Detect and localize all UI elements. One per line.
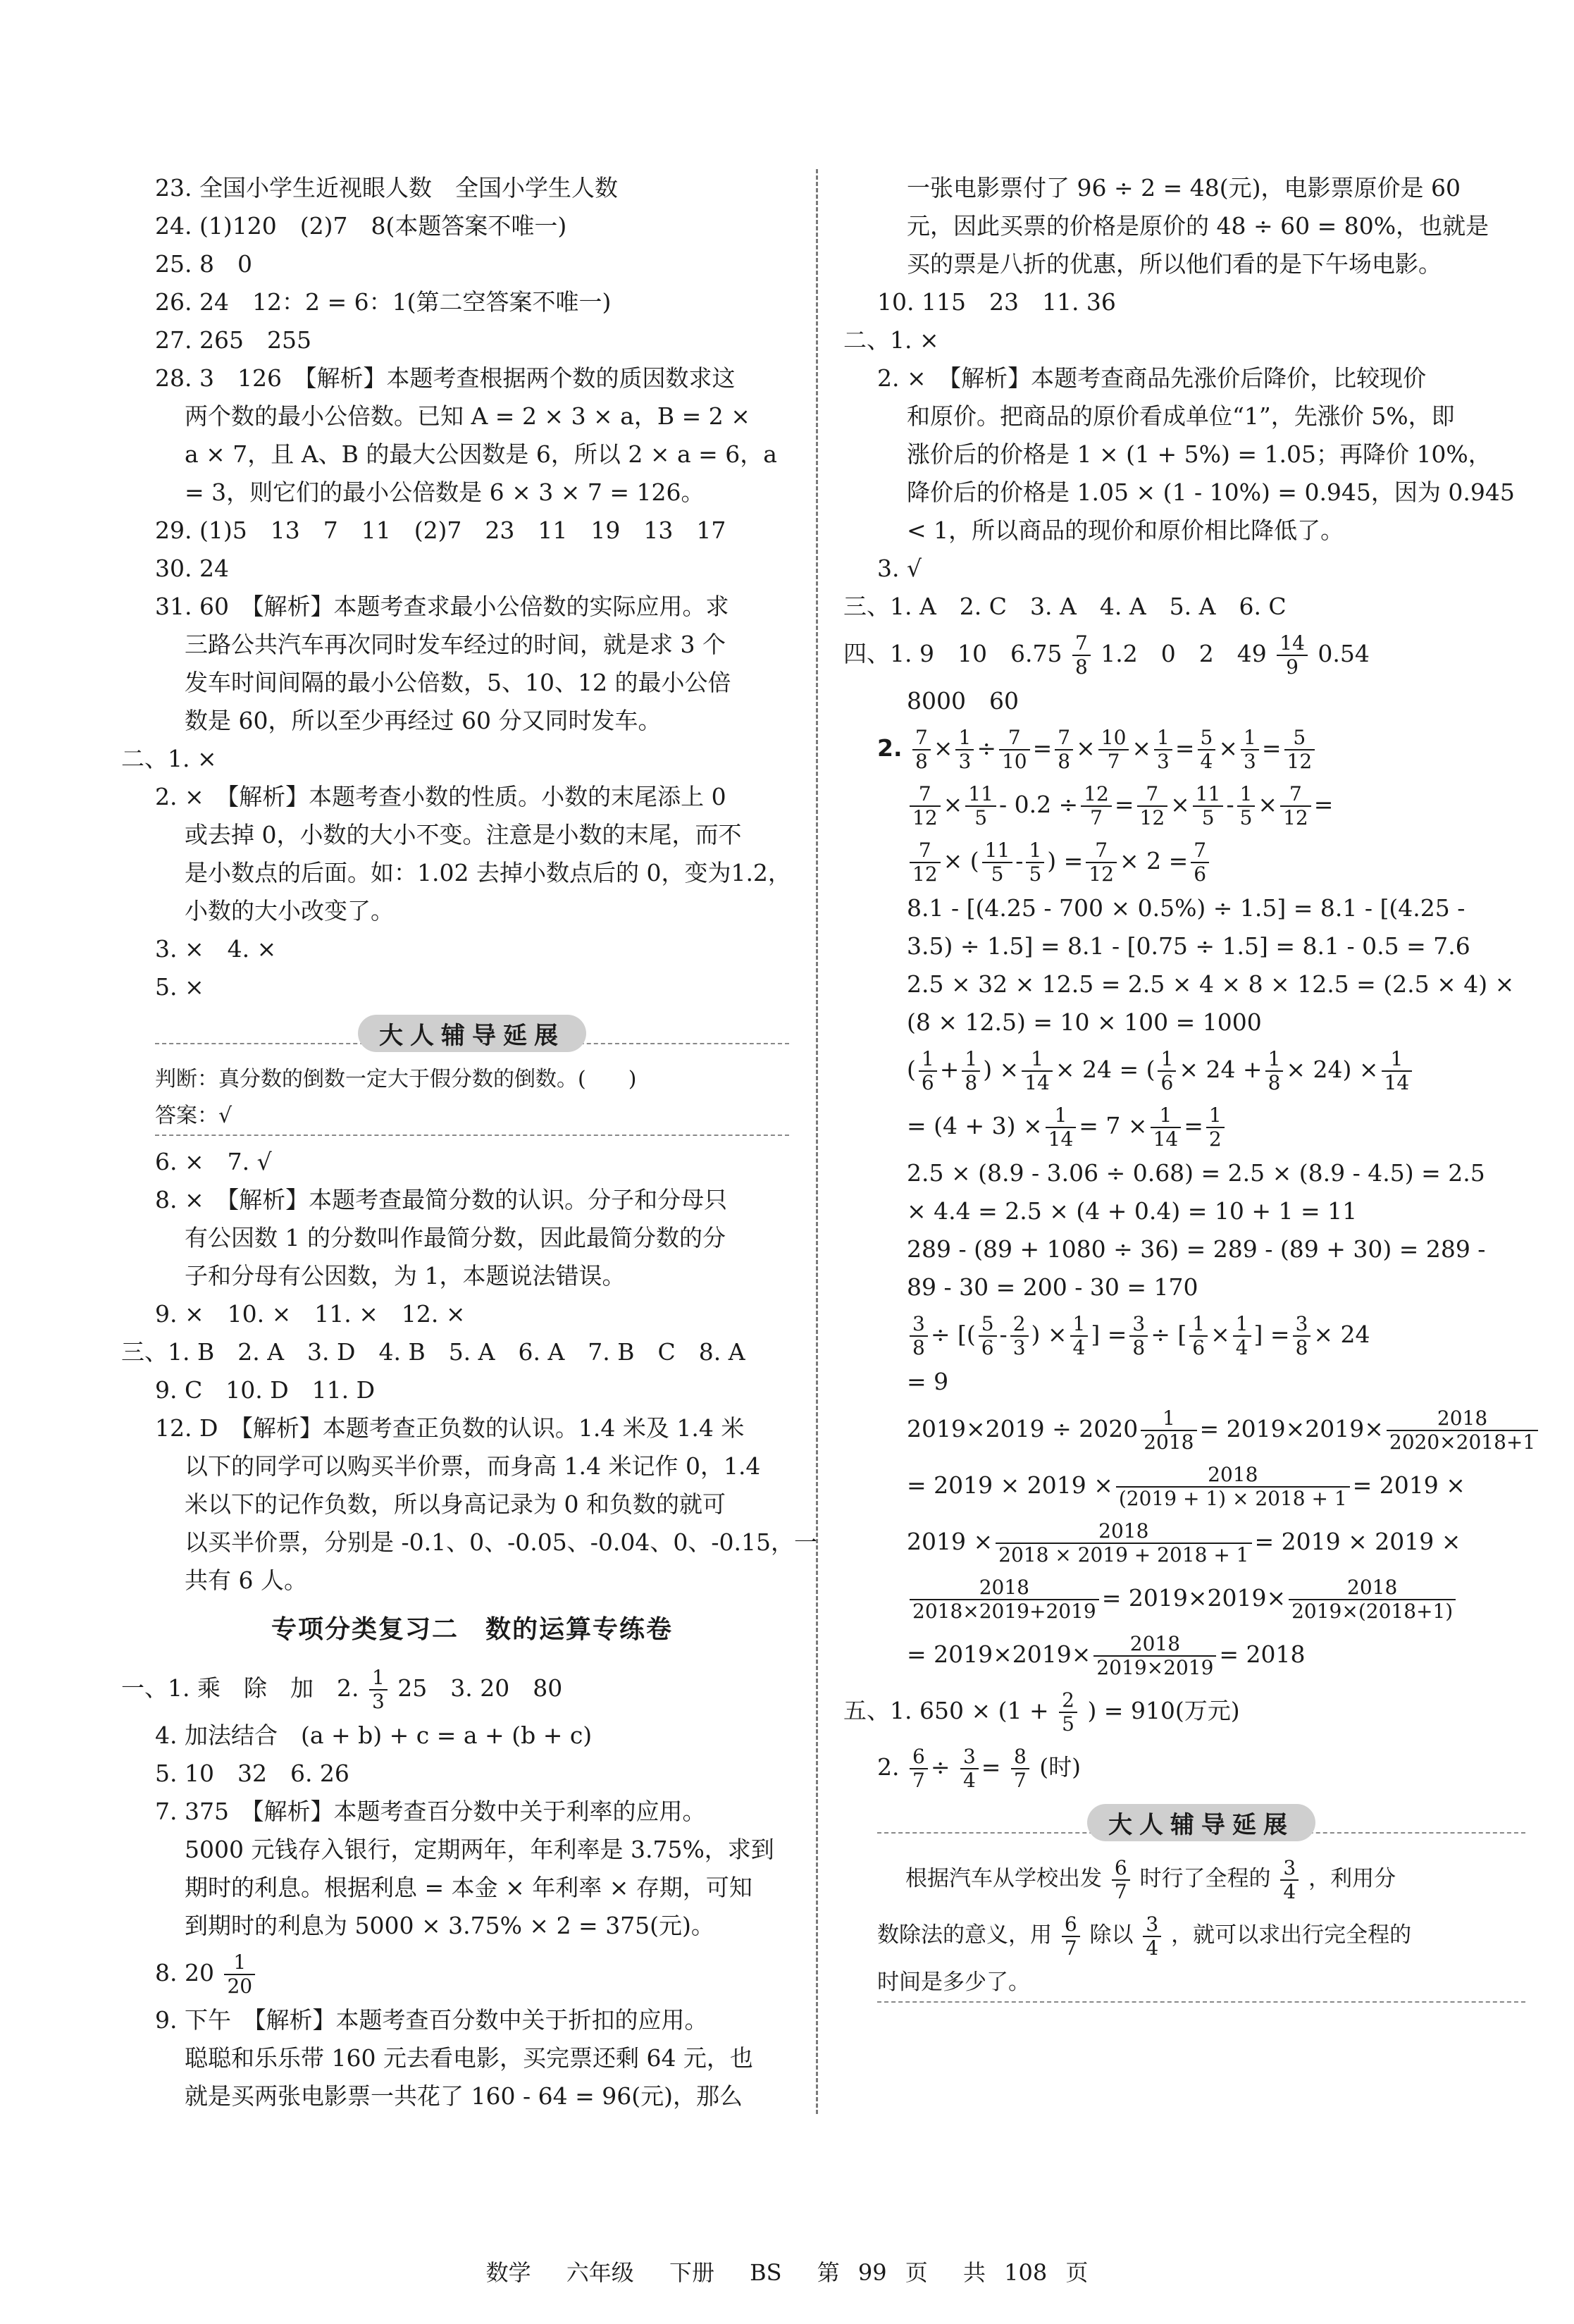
- frac: [999, 727, 1030, 773]
- q4-part-b: 1.2 0 2 49: [1101, 640, 1267, 667]
- frac: [1158, 1048, 1176, 1094]
- frac: [910, 1313, 928, 1359]
- calc-line: 89 - 30 = 200 - 30 = 170: [907, 1273, 1198, 1301]
- numerator: 3: [912, 1312, 925, 1335]
- section-2-answer-8: 8. × 【解析】本题考查最简分数的认识。分子和分母只: [155, 1186, 728, 1213]
- numerator: 11: [968, 782, 993, 805]
- frac: [1193, 783, 1224, 829]
- numerator: 1: [371, 1666, 385, 1689]
- answer-29: 29. (1)5 13 7 11 (2)7 23 11 19 13 17: [155, 517, 726, 544]
- numerator: 7: [1146, 782, 1159, 805]
- parent-guidance-banner: [877, 1800, 1525, 1846]
- frac: [1129, 1313, 1148, 1359]
- numerator: 2018: [1208, 1463, 1258, 1486]
- numerator: 5: [981, 1312, 994, 1335]
- calc-line-fraction-6: $\frac{3}{8}$ ÷ [( $\frac{5}{6}$ - $\frac{2}{3}$ ) × $\frac{1}{4}$ ] = $\frac{3}{8}$ ÷ [ $\frac{1}{6}$ × $\frac{1}{4}$ ] = $\frac{3}{8}$ × 24: [877, 1306, 1525, 1363]
- frac: [1189, 1313, 1208, 1359]
- calc-answer-10-11: 10. 115 23 11. 36: [877, 288, 1116, 316]
- numerator: 2018: [1347, 1576, 1398, 1599]
- guidance-answer: 答案：√: [155, 1104, 233, 1128]
- denominator: 14: [1151, 1127, 1182, 1151]
- frac: [1191, 839, 1209, 886]
- calc-line: 2.5 × (8.9 - 3.06 ÷ 0.68) = 2.5 × (8.9 - 4.5) = 2.5: [907, 1159, 1485, 1187]
- answer-27: 27. 265 255: [155, 326, 311, 354]
- calc-section-2-answer-2-cont: 降价后的价格是 1.05 × (1 - 10%) = 0.945，因为 0.945: [907, 478, 1515, 506]
- section-2-answer-5: 5. ×: [155, 973, 204, 1001]
- section-3-answers-1-8: 三、1. B 2. A 3. D 4. B 5. A 6. A 7. B C 8. A: [121, 1338, 745, 1366]
- frac: [1137, 783, 1168, 829]
- frac: [1151, 1104, 1182, 1151]
- numerator: 1: [1244, 726, 1256, 749]
- numerator: 7: [1008, 726, 1021, 749]
- denominator: 12: [1280, 805, 1311, 829]
- calc-line-fraction-1: 2. $\frac{7}{8}$ × $\frac{1}{3}$ ÷ $\frac{7}{10}$ = $\frac{7}{8}$ × $\frac{10}{7}$ × $\frac{1}{3}$ = $\frac{5}{4}$ × $\frac{1}{3}$ = $\frac{5}{12}$: [877, 720, 1525, 777]
- numerator: 7: [1194, 839, 1207, 862]
- numerator: 6: [912, 1745, 925, 1768]
- numerator: 1: [1160, 1047, 1174, 1070]
- guidance-question: 判断：真分数的倒数一定大于假分数的倒数。( ): [155, 1067, 637, 1092]
- answer-26: 26. 24 12：2 = 6：1(第二空答案不唯一): [155, 288, 612, 316]
- numerator: 2018: [1098, 1519, 1149, 1543]
- frac: [962, 1048, 980, 1094]
- calc-section-2-answer-2: 2. × 【解析】本题考查商品先涨价后降价，比较现价: [877, 364, 1427, 392]
- answer-24: 24. (1)120 (2)7 8(本题答案不唯一): [155, 212, 567, 240]
- denominator: 4: [960, 1768, 979, 1792]
- calc-section-5-answer-1: [843, 1683, 1525, 1739]
- answer-31: 31. 60 【解析】本题考查求最小公倍数的实际应用。求: [155, 593, 729, 620]
- fraction-one-third: [369, 1667, 388, 1713]
- denominator: 5: [982, 862, 1013, 886]
- numerator: 1: [965, 1047, 978, 1070]
- answer-28-cont: a × 7，且 A、B 的最大公因数是 6，所以 2 × a = 6，a: [185, 440, 777, 468]
- denominator: 4: [1070, 1335, 1089, 1359]
- denominator: 7: [1062, 1936, 1080, 1960]
- column-divider: [816, 169, 818, 2114]
- calc-line-fraction-7: 2019×2019 ÷ 2020 $\frac{1}{2018}$ = 2019×2019× $\frac{2018}{2020\times 2018+1}$: [877, 1401, 1525, 1457]
- section-3-answer-12-cont: 以下的同学可以购买半价票，而身高 1.4 米记作 0，1.4: [185, 1452, 761, 1480]
- denominator: 8: [1293, 1335, 1311, 1359]
- frac: [1022, 1048, 1053, 1094]
- calc-section-5-answer-2: 2. $\frac{6}{7}$ ÷ $\frac{3}{4}$ = $\frac{8}{7}$ (时): [877, 1745, 1082, 1792]
- left-column: [121, 169, 817, 2115]
- guidance-text: 数除法的意义，用: [877, 1922, 1052, 1948]
- denominator: 6: [1189, 1335, 1208, 1359]
- frac: [1010, 1313, 1029, 1359]
- calc-answer-4: 4. 加法结合 (a + b) + c = a + (b + c): [155, 1722, 593, 1749]
- section-2-answer-9-12: 9. × 10. × 11. × 12. ×: [155, 1300, 466, 1328]
- denominator: 6: [1191, 862, 1209, 886]
- numerator: 3: [1283, 1855, 1296, 1879]
- section-2-answer-8-cont: 子和分母有公因数，为 1，本题说法错误。: [185, 1262, 626, 1290]
- denominator: 2: [1206, 1127, 1225, 1151]
- numerator: 3: [1146, 1912, 1159, 1936]
- denominator: 2019×(2018+1): [1289, 1599, 1456, 1623]
- frac: [912, 727, 931, 773]
- numerator: 2018: [1437, 1407, 1488, 1430]
- numerator: 1: [1157, 726, 1170, 749]
- calc-answer-5-6: 5. 10 32 6. 26: [155, 1760, 349, 1787]
- section-3-answer-12-cont: 米以下的记作负数，所以身高记录为 0 和负数的就可: [185, 1490, 726, 1518]
- section-2-answer-8-cont: 有公因数 1 的分数叫作最简分数，因此最简分数的分: [185, 1224, 726, 1251]
- section-2-answer-6-7: 6. × 7. √: [155, 1148, 272, 1175]
- calc-line: 3.5) ÷ 1.5] = 8.1 - [0.75 ÷ 1.5] = 8.1 - 0.5 = 7.6: [907, 932, 1470, 960]
- calc-answer-9-cont: 元，因此买票的价格是原价的 48 ÷ 60 = 80%，也就是: [907, 212, 1489, 240]
- fraction-6-7: [1062, 1913, 1080, 1960]
- fraction-6-7: [910, 1745, 928, 1792]
- fraction-3-4: [1143, 1913, 1161, 1960]
- numerator: 14: [1279, 631, 1305, 655]
- denominator: 20: [224, 1974, 255, 1998]
- numerator: 11: [984, 839, 1010, 862]
- numerator: 1: [1390, 1047, 1403, 1070]
- denominator: 10: [999, 749, 1030, 773]
- frac: [979, 1313, 997, 1359]
- numerator: 7: [915, 726, 928, 749]
- calc-answer-7: 7. 375 【解析】本题考查百分数中关于利率的应用。: [155, 1798, 706, 1825]
- denominator: 4: [1280, 1879, 1299, 1903]
- denominator: 7: [1081, 805, 1112, 829]
- frac: [910, 839, 941, 886]
- calc-section-3-answers: 三、1. A 2. C 3. A 4. A 5. A 6. C: [843, 593, 1287, 620]
- denominator: 4: [1143, 1936, 1161, 1960]
- section-3-answer-12-cont: 以买半价票，分别是 -0.1、0、-0.05、-0.04、0、-0.15，一: [185, 1528, 817, 1556]
- answer-28-cont: = 3，则它们的最小公倍数是 6 × 3 × 7 = 126。: [185, 478, 705, 506]
- q5-2-label: 2.: [877, 1753, 900, 1781]
- section-title: 专项分类复习二 数的运算专练卷: [271, 1615, 673, 1644]
- calc-line: 8.1 - [(4.25 - 700 × 0.5%) ÷ 1.5] = 8.1 - [(4.25 -: [907, 894, 1465, 922]
- denominator: 8: [910, 1335, 928, 1359]
- calc-section-2-answer-2-cont: 涨价后的价格是 1 × (1 + 5%) = 1.05；再降价 10%，: [907, 440, 1492, 468]
- frac: [1093, 1633, 1216, 1679]
- calc-answer-9: 9. 下午 【解析】本题考查百分数中关于折扣的应用。: [155, 2006, 708, 2034]
- denominator: 14: [1046, 1127, 1077, 1151]
- frac: [1265, 1048, 1284, 1094]
- denominator: 8: [1265, 1070, 1284, 1094]
- frac: [996, 1520, 1251, 1566]
- guidance-line-1: [877, 1850, 1525, 1907]
- denominator: 12: [910, 805, 941, 829]
- section-3-answer-12-cont: 共有 6 人。: [185, 1566, 307, 1594]
- answer-28-cont: 两个数的最小公倍数。已知 A = 2 × 3 × a，B = 2 ×: [185, 402, 750, 430]
- denominator: 6: [919, 1070, 937, 1094]
- fraction-3-4: [1280, 1857, 1299, 1903]
- frac: [1081, 783, 1112, 829]
- calc-line: 289 - (89 + 1080 ÷ 36) = 289 - (89 + 30) = 289 -: [907, 1235, 1486, 1263]
- calc-line-fraction-2: $\frac{7}{12}$ × $\frac{11}{5}$ - 0.2 ÷ $\frac{12}{7}$ = $\frac{7}{12}$ × $\frac{11}{5}$ - $\frac{1}{5}$ × $\frac{7}{12}$ =: [877, 777, 1525, 833]
- fraction-2-5: [1059, 1689, 1077, 1736]
- denominator: 12: [1137, 805, 1168, 829]
- footer-grade: 六年级: [566, 2259, 634, 2286]
- numerator: 1: [233, 1951, 247, 1974]
- calc-answer-7-cont: 期时的利息。根据利息 = 本金 × 年利率 × 存期，可知: [185, 1874, 752, 1901]
- answer-31-cont: 数是 60，所以至少再经过 60 分又同时发车。: [185, 707, 662, 734]
- numerator: 1: [1029, 839, 1042, 862]
- denominator: 8: [1072, 655, 1091, 679]
- calc-answer-9-cont: 买的票是八折的优惠，所以他们看的是下午场电影。: [907, 250, 1442, 278]
- numerator: 7: [1095, 839, 1108, 862]
- frac: [965, 783, 996, 829]
- numerator: 3: [1132, 1312, 1146, 1335]
- fraction-3-4: [960, 1745, 979, 1792]
- frac: [910, 1576, 1099, 1623]
- calc-line: × 4.4 = 2.5 × (4 + 0.4) = 10 + 1 = 11: [907, 1197, 1358, 1225]
- frac: [1237, 783, 1256, 829]
- frac: [1086, 839, 1117, 886]
- numerator: 7: [918, 782, 931, 805]
- guidance-line-3: 时间是多少了。: [877, 1970, 1030, 1995]
- calc-section-4-answer-1: [843, 626, 1525, 682]
- denominator: 2018 × 2019 + 2018 + 1: [996, 1543, 1251, 1566]
- frac: [1293, 1313, 1311, 1359]
- numerator: 1: [921, 1047, 934, 1070]
- numerator: 6: [1114, 1855, 1127, 1879]
- frac: [1280, 783, 1311, 829]
- denominator: 2018: [1141, 1430, 1196, 1454]
- calc-answer-9-cont: 一张电影票付了 96 ÷ 2 = 48(元)，电影票原价是 60: [907, 174, 1461, 202]
- denominator: 8: [1129, 1335, 1148, 1359]
- banner-label: 大人辅导延展: [1087, 1804, 1315, 1841]
- numerator: 1: [1192, 1312, 1206, 1335]
- numerator: 1: [1159, 1104, 1172, 1127]
- footer-page-number: 第 99 页: [817, 2259, 928, 2286]
- calc-section-2-answer-3: 3. √: [877, 555, 922, 582]
- denominator: 14: [1382, 1070, 1413, 1094]
- section-3-answers-9-11: 9. C 10. D 11. D: [155, 1376, 376, 1404]
- page-footer: [0, 2255, 1574, 2287]
- numerator: 1: [1239, 782, 1253, 805]
- denominator: 8: [962, 1070, 980, 1094]
- numerator: 1: [1268, 1047, 1281, 1070]
- denominator: 7: [1098, 749, 1129, 773]
- calc-answer-8: [155, 1945, 789, 2001]
- frac: [1055, 727, 1073, 773]
- denominator: 5: [1237, 805, 1256, 829]
- numerator: 3: [962, 1745, 976, 1768]
- calc-line-fraction-9: 2019 × $\frac{2018}{2018 \times 2019 + 2018 + 1}$ = 2019 × 2019 ×: [907, 1519, 1461, 1566]
- frac: [1098, 727, 1129, 773]
- numerator: 1: [1208, 1104, 1222, 1127]
- denominator: 3: [1010, 1335, 1029, 1359]
- numerator: 3: [1295, 1312, 1308, 1335]
- numerator: 7: [918, 839, 931, 862]
- numerator: 2: [1012, 1312, 1026, 1335]
- calc-line-fraction-8: = 2019 × 2019 × $\frac{2018}{(2019 + 1) \times 2018 + 1}$ = 2019 ×: [907, 1463, 1465, 1510]
- q4-part-c: 0.54: [1318, 640, 1370, 667]
- denominator: 14: [1022, 1070, 1053, 1094]
- denominator: 7: [1112, 1879, 1130, 1903]
- calc-answer-7-cont: 5000 元钱存入银行，定期两年，年利率是 3.75%，求到: [185, 1836, 774, 1863]
- denominator: 4: [1233, 1335, 1251, 1359]
- parent-guidance-banner: [155, 1010, 789, 1057]
- calc-line-fraction-5: = (4 + 3) × $\frac{1}{14}$ = 7 × $\frac{1}{14}$ = $\frac{1}{2}$: [877, 1098, 1525, 1154]
- answer-31-cont: 三路公共汽车再次同时发车经过的时间，就是求 3 个: [185, 631, 726, 658]
- fraction-8-7: [1011, 1745, 1029, 1792]
- numerator: 5: [1293, 726, 1306, 749]
- frac: [1070, 1313, 1089, 1359]
- guidance-text: ，就可以求出行完全程的: [1171, 1922, 1412, 1948]
- denominator: 5: [965, 805, 996, 829]
- guidance-text: 除以: [1089, 1922, 1134, 1948]
- frac: [1233, 1313, 1251, 1359]
- denominator: 3: [1154, 749, 1172, 773]
- fraction-7-8: [1072, 632, 1091, 679]
- numerator: 12: [1084, 782, 1109, 805]
- answer-23: 23. 全国小学生近视眼人数 全国小学生人数: [155, 174, 618, 202]
- denominator: 3: [1241, 749, 1259, 773]
- section-2-answer-2: 2. × 【解析】本题考查小数的性质。小数的末尾添上 0: [155, 783, 726, 810]
- denominator: 5: [1026, 862, 1044, 886]
- frac: [1289, 1576, 1456, 1623]
- frac: [1241, 727, 1259, 773]
- q4-part-a: 四、1. 9 10 6.75: [843, 640, 1062, 667]
- section-3-answer-12: 12. D 【解析】本题考查正负数的认识。1.4 米及 1.4 米: [155, 1414, 745, 1442]
- calc-section-2-answer-2-cont: 和原价。把商品的原价看成单位“1”，先涨价 5%，即: [907, 402, 1455, 430]
- fraction-6-7: [1112, 1857, 1130, 1903]
- fraction-14-9: [1277, 632, 1308, 679]
- numerator: 10: [1101, 726, 1127, 749]
- footer-subject: 数学: [485, 2259, 531, 2286]
- answer-25: 25. 8 0: [155, 250, 252, 278]
- calc-section-2-answer-2-cont: < 1，所以商品的现价和原价相比降低了。: [907, 517, 1344, 544]
- footer-total-pages: 共 108 页: [962, 2259, 1089, 2286]
- frac: [1387, 1407, 1538, 1454]
- numerator: 2018: [979, 1576, 1029, 1599]
- numerator: 2018: [1129, 1632, 1181, 1655]
- calc-section-1-answers: [121, 1660, 789, 1717]
- calc-line: (8 × 12.5) = 10 × 100 = 1000: [907, 1008, 1262, 1036]
- denominator: 12: [910, 862, 941, 886]
- section-2-answer-2-cont: 小数的大小改变了。: [185, 897, 394, 925]
- numerator: 1: [1162, 1407, 1175, 1430]
- frac: [1116, 1464, 1350, 1510]
- denominator: 9: [1277, 655, 1308, 679]
- denominator: 5: [1059, 1712, 1077, 1736]
- denominator: 3: [955, 749, 974, 773]
- denominator: 7: [910, 1768, 928, 1792]
- frac: [1284, 727, 1315, 773]
- frac: [1046, 1104, 1077, 1151]
- calc-line: 2.5 × 32 × 12.5 = 2.5 × 4 × 8 × 12.5 = (2.5 × 4) ×: [907, 970, 1515, 998]
- calc-answer-9-cont: 就是买两张电影票一共花了 160 - 64 = 96(元)，那么: [185, 2082, 743, 2110]
- frac: [1154, 727, 1172, 773]
- calc-2-prefix: 2.: [877, 734, 903, 762]
- denominator: 2019×2019: [1093, 1655, 1216, 1679]
- denominator: 6: [1158, 1070, 1176, 1094]
- answer-30: 30. 24: [155, 555, 229, 582]
- footer-edition: BS: [750, 2259, 782, 2286]
- denominator: 5: [1193, 805, 1224, 829]
- frac: [1206, 1104, 1225, 1151]
- section-2-answer-3-4: 3. × 4. ×: [155, 935, 277, 963]
- q5-1-part-a: 五、1. 650 × (1 +: [843, 1697, 1049, 1724]
- answer-28: 28. 3 126 【解析】本题考查根据两个数的质因数求这: [155, 364, 736, 392]
- denominator: 6: [979, 1335, 997, 1359]
- numerator: 8: [1013, 1745, 1027, 1768]
- numerator: 7: [1058, 726, 1071, 749]
- numerator: 7: [1289, 782, 1302, 805]
- guidance-text: 时行了全程的: [1139, 1866, 1271, 1891]
- answer-31-cont: 发车时间间隔的最小公倍数，5、10、12 的最小公倍: [185, 669, 731, 696]
- frac: [919, 1048, 937, 1094]
- section-2-answer-1: 二、1. ×: [121, 745, 217, 772]
- guidance-line-2: [877, 1907, 1525, 1963]
- calc-answer-7-cont: 到期时的利息为 5000 × 3.75% × 2 = 375(元)。: [185, 1912, 714, 1939]
- frac: [1141, 1407, 1196, 1454]
- numerator: 1: [1031, 1047, 1043, 1070]
- calc-q1-suffix: 25 3. 20 80: [397, 1674, 563, 1702]
- banner-label: 大人辅导延展: [358, 1015, 586, 1052]
- numerator: 1: [1235, 1312, 1248, 1335]
- guidance-text: ，利用分: [1308, 1866, 1396, 1891]
- calc-line-fraction-3: $\frac{7}{12}$ × ( $\frac{11}{5}$ - $\frac{1}{5}$ ) = $\frac{7}{12}$ × 2 = $\frac{7}{6}$: [877, 833, 1525, 889]
- frac: [955, 727, 974, 773]
- frac: [1382, 1048, 1413, 1094]
- parent-guidance-box: [155, 1061, 789, 1136]
- section-2-answer-2-cont: 或去掉 0，小数的大小不变。注意是小数的末尾，而不: [185, 821, 742, 848]
- calc-answer-9-cont: 聪聪和乐乐带 160 元去看电影，买完票还剩 64 元，也: [185, 2044, 753, 2072]
- calc-line-fraction-11: = 2019×2019× $\frac{2018}{2019\times 2019}$ = 2018: [907, 1632, 1306, 1679]
- calc-line: = 9: [907, 1368, 949, 1395]
- numerator: 6: [1064, 1912, 1077, 1936]
- section-2-answer-2-cont: 是小数点的后面。如：1.02 去掉小数点后的 0，变为1.2，: [185, 859, 791, 886]
- q5-2-unit: (时): [1039, 1753, 1082, 1781]
- q5-1-part-b: ) = 910(万元): [1087, 1697, 1240, 1724]
- denominator: 7: [1011, 1768, 1029, 1792]
- footer-volume: 下册: [669, 2259, 714, 2286]
- frac: [1198, 727, 1216, 773]
- numerator: 1: [1072, 1312, 1086, 1335]
- numerator: 7: [1074, 631, 1088, 655]
- frac: [982, 839, 1013, 886]
- fraction-one-twentieth: [224, 1951, 255, 1998]
- denominator: 12: [1284, 749, 1315, 773]
- denominator: (2019 + 1) × 2018 + 1: [1116, 1486, 1350, 1510]
- calc-line-fraction-10: $\frac{2018}{2018\times 2019+2019}$ = 2019×2019× $\frac{2018}{2019\times(2018+1)}$: [877, 1570, 1525, 1626]
- numerator: 11: [1195, 782, 1221, 805]
- calc-section-4-answer-1-cont: 8000 60: [907, 687, 1019, 715]
- denominator: 2020×2018+1: [1387, 1430, 1538, 1454]
- calc-line-fraction-4: ( $\frac{1}{6}$ + $\frac{1}{8}$ ) × $\frac{1}{14}$ × 24 = ( $\frac{1}{6}$ × 24 + $\frac{1}{8}$ × 24) × $\frac{1}{14}$: [877, 1042, 1525, 1098]
- calc-q8-prefix: 8. 20: [155, 1959, 214, 1986]
- denominator: 2018×2019+2019: [910, 1599, 1099, 1623]
- guidance-text: 根据汽车从学校出发: [905, 1866, 1102, 1891]
- frac: [1026, 839, 1044, 886]
- calc-section-2-answer-1: 二、1. ×: [843, 326, 939, 354]
- denominator: 4: [1198, 749, 1216, 773]
- denominator: 8: [912, 749, 931, 773]
- parent-guidance-box: [877, 1850, 1525, 2003]
- numerator: 5: [1200, 726, 1213, 749]
- calc-q1-prefix: 一、1. 乘 除 加 2.: [121, 1674, 359, 1702]
- denominator: 8: [1055, 749, 1073, 773]
- numerator: 1: [958, 726, 972, 749]
- frac: [910, 783, 941, 829]
- denominator: 12: [1086, 862, 1117, 886]
- denominator: 3: [369, 1689, 388, 1713]
- numerator: 1: [1054, 1104, 1067, 1127]
- right-column: [843, 169, 1536, 2010]
- numerator: 2: [1062, 1688, 1074, 1712]
